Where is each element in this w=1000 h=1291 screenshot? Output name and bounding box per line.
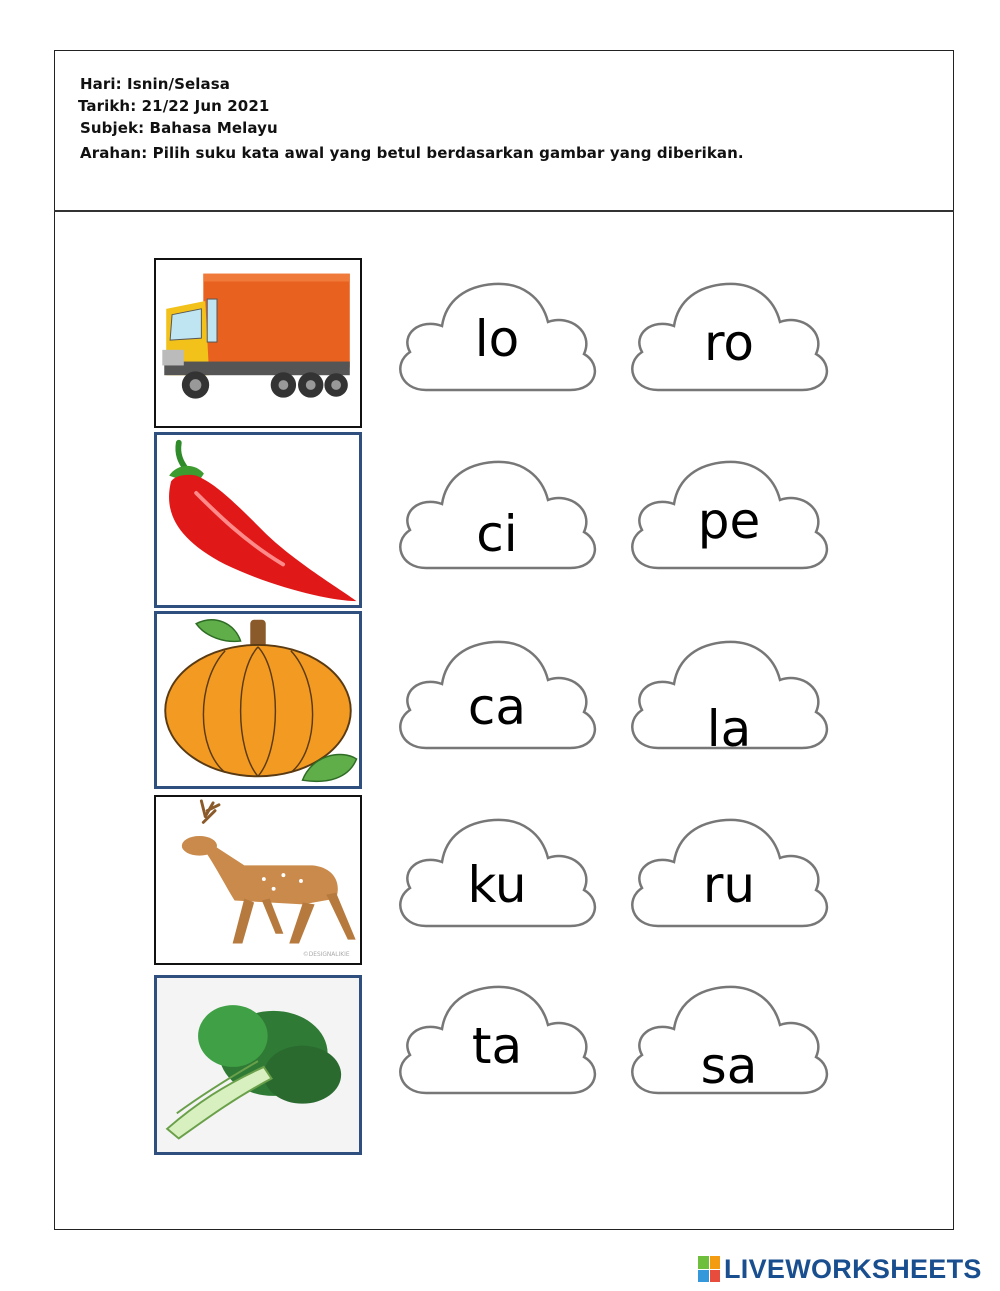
syllable-text: ca (467, 678, 527, 736)
syllable-cloud-option[interactable] (622, 450, 836, 600)
bok-choy-picture (154, 975, 362, 1155)
subject-line: Subjek: Bahasa Melayu (80, 119, 278, 137)
syllable-text: ru (702, 856, 756, 914)
syllable-text: pe (697, 492, 761, 550)
syllable-text: ta (471, 1017, 523, 1075)
chili-picture (154, 432, 362, 608)
brand-name: LIVEWORKSHEETS (724, 1253, 982, 1284)
header-divider (54, 210, 954, 212)
syllable-text: ku (467, 856, 527, 914)
pumpkin-picture (154, 611, 362, 789)
syllable-text: sa (700, 1037, 758, 1095)
liveworksheets-logo (698, 1254, 982, 1284)
syllable-cloud-option[interactable] (622, 272, 836, 422)
day-line: Hari: Isnin/Selasa (80, 75, 231, 93)
truck-picture (154, 258, 362, 428)
syllable-cloud-option[interactable] (622, 630, 836, 780)
syllable-cloud-option[interactable] (390, 630, 604, 780)
deer-credit: ©DESIGNALIKIE (302, 952, 350, 959)
syllable-cloud-option[interactable] (390, 450, 604, 600)
date-line: Tarikh: 21/22 Jun 2021 (78, 97, 270, 115)
syllable-text: ro (703, 314, 755, 372)
syllable-cloud-option[interactable] (390, 808, 604, 958)
syllable-text: ci (476, 505, 518, 563)
syllable-cloud-option[interactable] (622, 808, 836, 958)
syllable-cloud-option[interactable] (390, 975, 604, 1125)
liveworksheets-icon (698, 1256, 720, 1282)
syllable-text: lo (474, 310, 520, 368)
syllable-cloud-option[interactable] (390, 272, 604, 422)
deer-picture (154, 795, 362, 965)
instruction-line: Arahan: Pilih suku kata awal yang betul berdasarkan gambar yang diberikan. (80, 144, 744, 162)
syllable-text: la (706, 700, 752, 758)
syllable-cloud-option[interactable] (622, 975, 836, 1125)
